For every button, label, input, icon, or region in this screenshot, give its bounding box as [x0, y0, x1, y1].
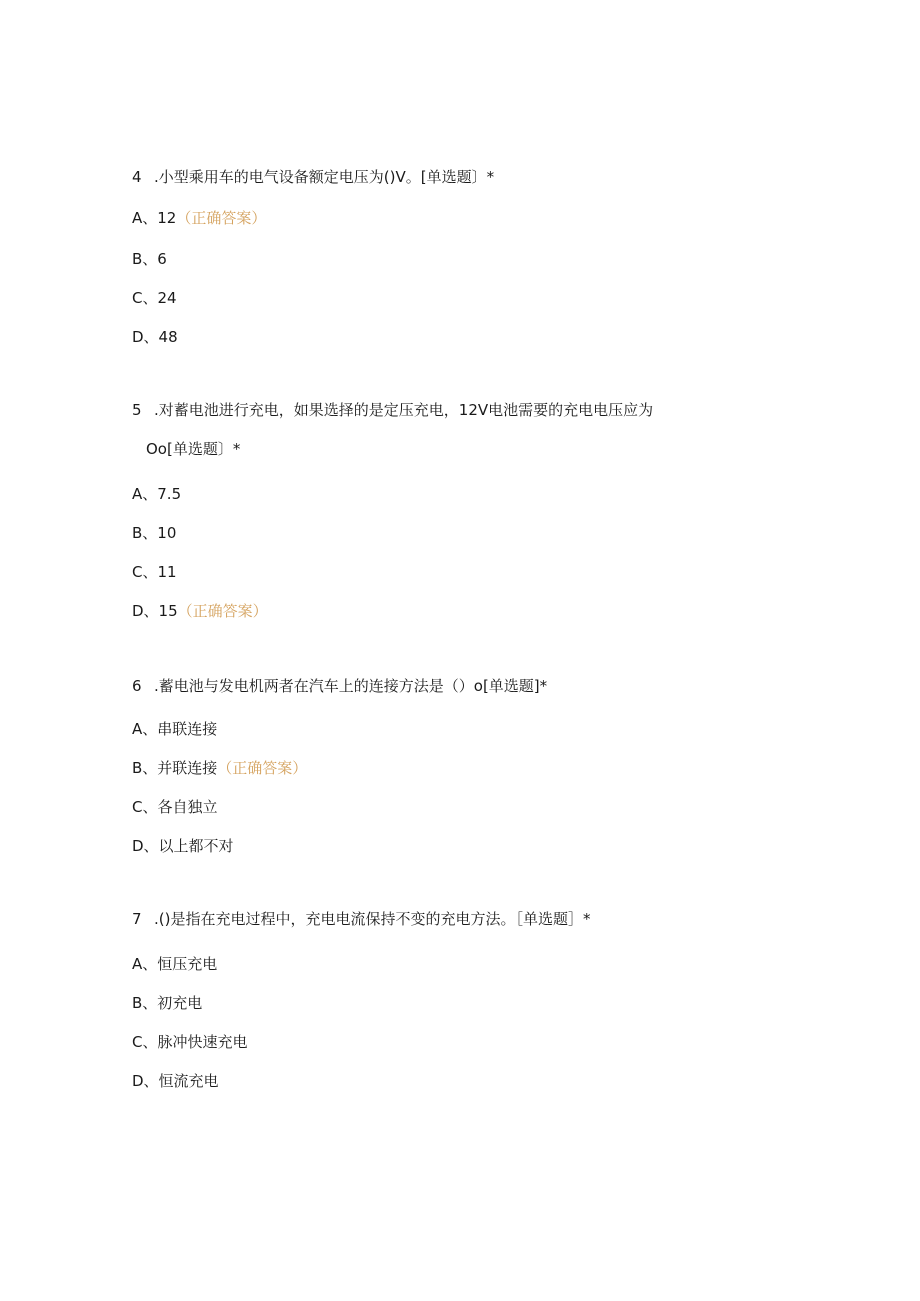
- option-label: C、各自独立: [132, 798, 218, 816]
- correct-answer-tag: （正确答案）: [217, 759, 308, 777]
- option-label: D、以上都不对: [132, 837, 234, 855]
- option-label: A、恒压充电: [132, 955, 218, 973]
- question-5-stem: [132, 400, 653, 420]
- question-text: .()是指在充电过程中，充电电流保持不变的充电方法。［单选题］*: [154, 910, 591, 928]
- option-c: [132, 1032, 247, 1052]
- question-text: .蓄电池与发电机两者在汽车上的连接方法是（）o[单选题]*: [154, 677, 548, 695]
- question-7-stem: [132, 909, 590, 929]
- option-d: [132, 836, 234, 856]
- option-c: [132, 562, 177, 582]
- correct-answer-tag: （正确答案）: [176, 209, 267, 227]
- question-text: .对蓄电池进行充电，如果选择的是定压充电，12V电池需要的充电电压应为: [154, 401, 654, 419]
- option-label: D、48: [132, 328, 178, 346]
- question-5-stem-continued: [146, 439, 240, 459]
- option-d: [132, 1071, 219, 1091]
- question-4-stem: [132, 167, 494, 187]
- option-b: [132, 758, 307, 778]
- option-c: [132, 797, 217, 817]
- correct-answer-tag: （正确答案）: [177, 602, 268, 620]
- option-label: A、7.5: [132, 485, 182, 503]
- option-label: B、并联连接: [132, 759, 218, 777]
- option-d: [132, 327, 178, 347]
- option-label: B、6: [132, 250, 167, 268]
- option-label: A、串联连接: [132, 720, 218, 738]
- option-d: [132, 601, 268, 621]
- option-b: [132, 993, 202, 1013]
- option-label: C、24: [132, 289, 177, 307]
- question-text: .小型乘用车的电气设备额定电压为()V。[单选题〕*: [154, 168, 495, 186]
- option-label: D、15: [132, 602, 178, 620]
- option-a: [132, 719, 217, 739]
- option-label: B、初充电: [132, 994, 203, 1012]
- option-label: B、10: [132, 524, 177, 542]
- option-b: [132, 249, 167, 269]
- option-a: [132, 484, 181, 504]
- question-number: 6: [132, 677, 142, 695]
- option-a: [132, 954, 217, 974]
- option-c: [132, 288, 177, 308]
- option-label: C、11: [132, 563, 177, 581]
- option-b: [132, 523, 176, 543]
- option-label: C、脉冲快速充电: [132, 1033, 248, 1051]
- option-label: A、12: [132, 209, 177, 227]
- option-a: [132, 208, 266, 228]
- question-6-stem: [132, 676, 547, 696]
- question-text-continued: Oo[单选题〕*: [146, 440, 241, 458]
- option-label: D、恒流充电: [132, 1072, 219, 1090]
- question-number: 4: [132, 168, 142, 186]
- question-number: 7: [132, 910, 142, 928]
- question-number: 5: [132, 401, 142, 419]
